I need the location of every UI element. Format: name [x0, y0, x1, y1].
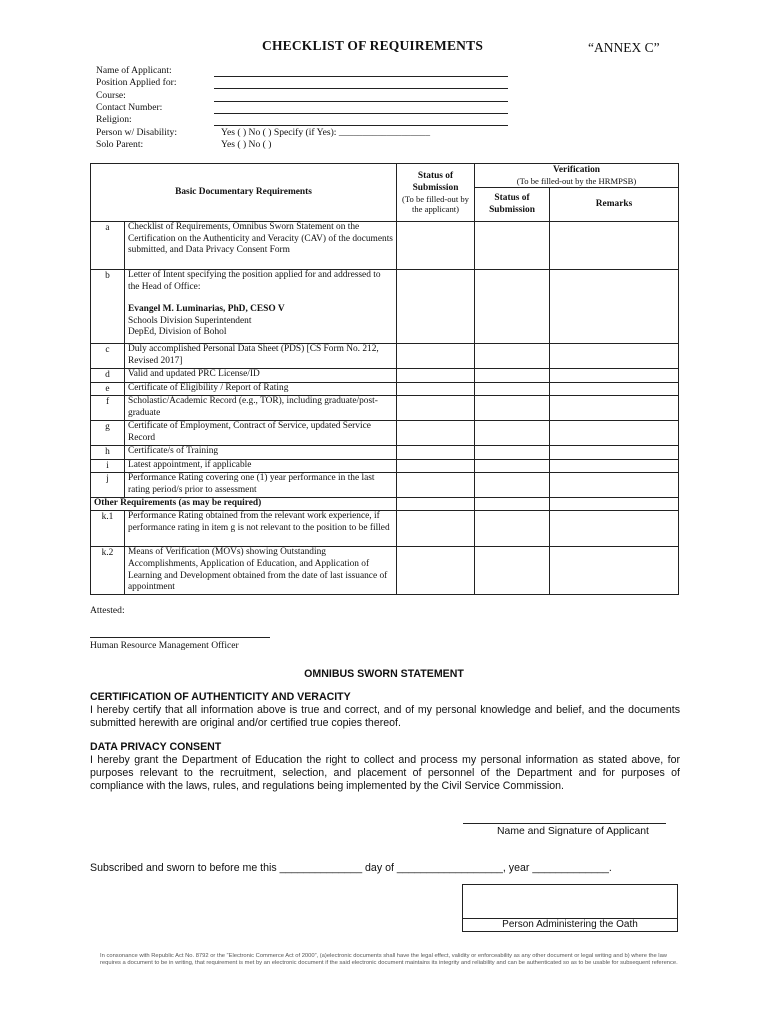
ver-status-cell[interactable] — [475, 421, 550, 446]
footer-note: In consonance with Republic Act No. 8792 or the “Electronic Commerce Act of 2000”, (a)electronic documents shall have the legal effect, validity or enforceability as any other document or legal writing and b) where the law requires a document to be in writing, that requirement is met by an electronic document if the said electronic document maintains its integrity and reliability and can be authenticated so as to be usable for subsequent reference. — [100, 953, 678, 967]
table-row — [91, 382, 679, 396]
subscribed-line: Subscribed and sworn to before me this ______________ day of __________________, year _____________. — [90, 862, 612, 874]
name-field[interactable] — [214, 76, 508, 77]
row-text: Checklist of Requirements, Omnibus Sworn Statement on the Certification on the Authenticity and Veracity (CAV) of the documents submitted, and Data Privacy Consent Form — [125, 222, 397, 270]
status-cell[interactable] — [397, 473, 475, 498]
table-row — [91, 511, 679, 547]
row-text: Certificate/s of Training — [125, 446, 397, 460]
applicant-signature-label: Name and Signature of Applicant — [497, 826, 649, 837]
page-title: CHECKLIST OF REQUIREMENTS — [262, 38, 484, 53]
privacy-text: I hereby grant the Department of Education the right to collect and process my personal information as stated above, for purposes relevant to the recruitment, selection, and placement of personnel of the Department and for purposes of compliance with the laws, rules, and regulations being implemented by the Civil Service Commission. — [90, 754, 680, 792]
status-cell[interactable] — [397, 344, 475, 369]
col-header-requirements: Basic Documentary Requirements — [91, 164, 397, 222]
row-letter: e — [91, 382, 125, 396]
ver-status-cell[interactable] — [475, 369, 550, 383]
row-letter: f — [91, 396, 125, 421]
table-row — [91, 446, 679, 460]
course-field[interactable] — [214, 101, 508, 102]
row-letter: i — [91, 459, 125, 473]
ver-status-cell[interactable] — [475, 396, 550, 421]
table-row — [91, 421, 679, 446]
row-text: Letter of Intent specifying the position applied for and addressed to the Head of Office: — [128, 270, 381, 292]
remarks-cell[interactable] — [550, 382, 679, 396]
ver-status-cell[interactable] — [475, 270, 550, 344]
religion-field[interactable] — [214, 125, 508, 126]
ver-status-cell[interactable] — [475, 446, 550, 460]
attested-label: Attested: — [90, 605, 125, 616]
field-label-religion: Religion: — [96, 114, 132, 125]
ver-status-cell[interactable] — [475, 344, 550, 369]
row-text-b — [125, 270, 397, 344]
remarks-cell[interactable] — [550, 498, 679, 511]
ver-status-cell[interactable] — [475, 547, 550, 595]
remarks-cell[interactable] — [550, 446, 679, 460]
remarks-cell[interactable] — [550, 369, 679, 383]
remarks-cell[interactable] — [550, 473, 679, 498]
cav-text: I hereby certify that all information above is true and correct, and of my personal knowledge and belief, and the documents submitted herewith are original and/or certified true copies thereof. — [90, 704, 680, 729]
position-field[interactable] — [214, 88, 508, 89]
annex-label: “ANNEX C” — [588, 40, 660, 55]
oath-label: Person Administering the Oath — [502, 919, 638, 930]
remarks-cell[interactable] — [550, 459, 679, 473]
table-row — [91, 270, 679, 344]
status-cell[interactable] — [397, 498, 475, 511]
ver-status-cell[interactable] — [475, 473, 550, 498]
table-row — [91, 396, 679, 421]
status-cell[interactable] — [397, 446, 475, 460]
row-text: Certificate of Employment, Contract of Service, updated Service Record — [125, 421, 397, 446]
status-cell[interactable] — [397, 511, 475, 547]
privacy-heading: DATA PRIVACY CONSENT — [90, 741, 222, 753]
row-text: Latest appointment, if applicable — [125, 459, 397, 473]
cav-heading: CERTIFICATION OF AUTHENTICITY AND VERACITY — [90, 691, 351, 703]
row-letter: g — [91, 421, 125, 446]
row-letter: k.1 — [91, 511, 125, 547]
table-row — [91, 369, 679, 383]
status-cell[interactable] — [397, 222, 475, 270]
col-status-label: Status of Submission — [412, 170, 459, 193]
col-header-verification — [475, 164, 679, 188]
row-text: Duly accomplished Personal Data Sheet (PDS) [CS Form No. 212, Revised 2017] — [125, 344, 397, 369]
row-letter: b — [91, 270, 125, 344]
sds-division: DepEd, Division of Bohol — [128, 327, 227, 338]
ver-status-cell[interactable] — [475, 382, 550, 396]
field-label-solo-parent: Solo Parent: — [96, 139, 144, 150]
field-label-name: Name of Applicant: — [96, 65, 172, 76]
status-cell[interactable] — [397, 547, 475, 595]
status-cell[interactable] — [397, 421, 475, 446]
table-row — [91, 222, 679, 270]
row-letter: a — [91, 222, 125, 270]
row-letter: j — [91, 473, 125, 498]
row-text: Means of Verification (MOVs) showing Outstanding Accomplishments, Application of Education, and Application of Learning and Development obtained from the date of last issuance of appointment — [125, 547, 397, 595]
other-requirements-header: Other Requirements (as may be required) — [91, 498, 397, 511]
attested-signature-line[interactable] — [90, 637, 270, 638]
hrmo-label: Human Resource Management Officer — [90, 640, 239, 651]
remarks-cell[interactable] — [550, 344, 679, 369]
field-label-course: Course: — [96, 90, 126, 101]
table-row — [91, 344, 679, 369]
status-cell[interactable] — [397, 369, 475, 383]
sds-title: Schools Division Superintendent — [128, 315, 252, 326]
remarks-cell[interactable] — [550, 396, 679, 421]
table-row — [91, 473, 679, 498]
row-letter: k.2 — [91, 547, 125, 595]
col-header-remarks: Remarks — [550, 188, 679, 222]
col-header-ver-status: Status of Submission — [475, 188, 550, 222]
col-header-status — [397, 164, 475, 222]
ver-status-cell[interactable] — [475, 222, 550, 270]
row-text: Performance Rating obtained from the relevant work experience, if performance rating in item g is not relevant to the position to be filled — [125, 511, 397, 547]
table-row — [91, 459, 679, 473]
row-letter: c — [91, 344, 125, 369]
applicant-signature-line[interactable] — [463, 823, 666, 824]
remarks-cell[interactable] — [550, 547, 679, 595]
field-label-contact: Contact Number: — [96, 102, 163, 113]
col-status-note: (To be filled-out by the applicant) — [402, 194, 469, 215]
remarks-cell[interactable] — [550, 421, 679, 446]
table-row — [91, 498, 679, 511]
contact-field[interactable] — [214, 113, 508, 114]
sds-name: Evangel M. Luminarias, PhD, CESO V — [128, 304, 285, 315]
status-cell[interactable] — [397, 396, 475, 421]
omnibus-title: OMNIBUS SWORN STATEMENT — [304, 668, 464, 680]
ver-status-cell[interactable] — [475, 511, 550, 547]
col-verification-label: Verification — [552, 164, 601, 175]
field-label-pwd: Person w/ Disability: — [96, 127, 178, 138]
ver-status-cell[interactable] — [475, 498, 550, 511]
field-label-position: Position Applied for: — [96, 77, 177, 88]
row-letter: h — [91, 446, 125, 460]
status-cell[interactable] — [397, 382, 475, 396]
col-verification-note: (To be filled-out by the HRMPSB) — [516, 176, 637, 187]
oath-box[interactable] — [462, 884, 678, 932]
table-row — [91, 547, 679, 595]
remarks-cell[interactable] — [550, 511, 679, 547]
status-cell[interactable] — [397, 459, 475, 473]
ver-status-cell[interactable] — [475, 459, 550, 473]
requirements-table — [90, 163, 679, 595]
remarks-cell[interactable] — [550, 270, 679, 344]
row-text: Valid and updated PRC License/ID — [125, 369, 397, 383]
row-text: Certificate of Eligibility / Report of Rating — [125, 382, 397, 396]
row-letter: d — [91, 369, 125, 383]
solo-parent-options[interactable]: Yes ( ) No ( ) — [221, 139, 272, 150]
status-cell[interactable] — [397, 270, 475, 344]
pwd-options[interactable]: Yes ( ) No ( ) Specify (if Yes): ___________________ — [221, 127, 431, 138]
row-text: Scholastic/Academic Record (e.g., TOR), including graduate/post-graduate — [125, 396, 397, 421]
row-text: Performance Rating covering one (1) year performance in the last rating period/s prior to assessment — [125, 473, 397, 498]
remarks-cell[interactable] — [550, 222, 679, 270]
